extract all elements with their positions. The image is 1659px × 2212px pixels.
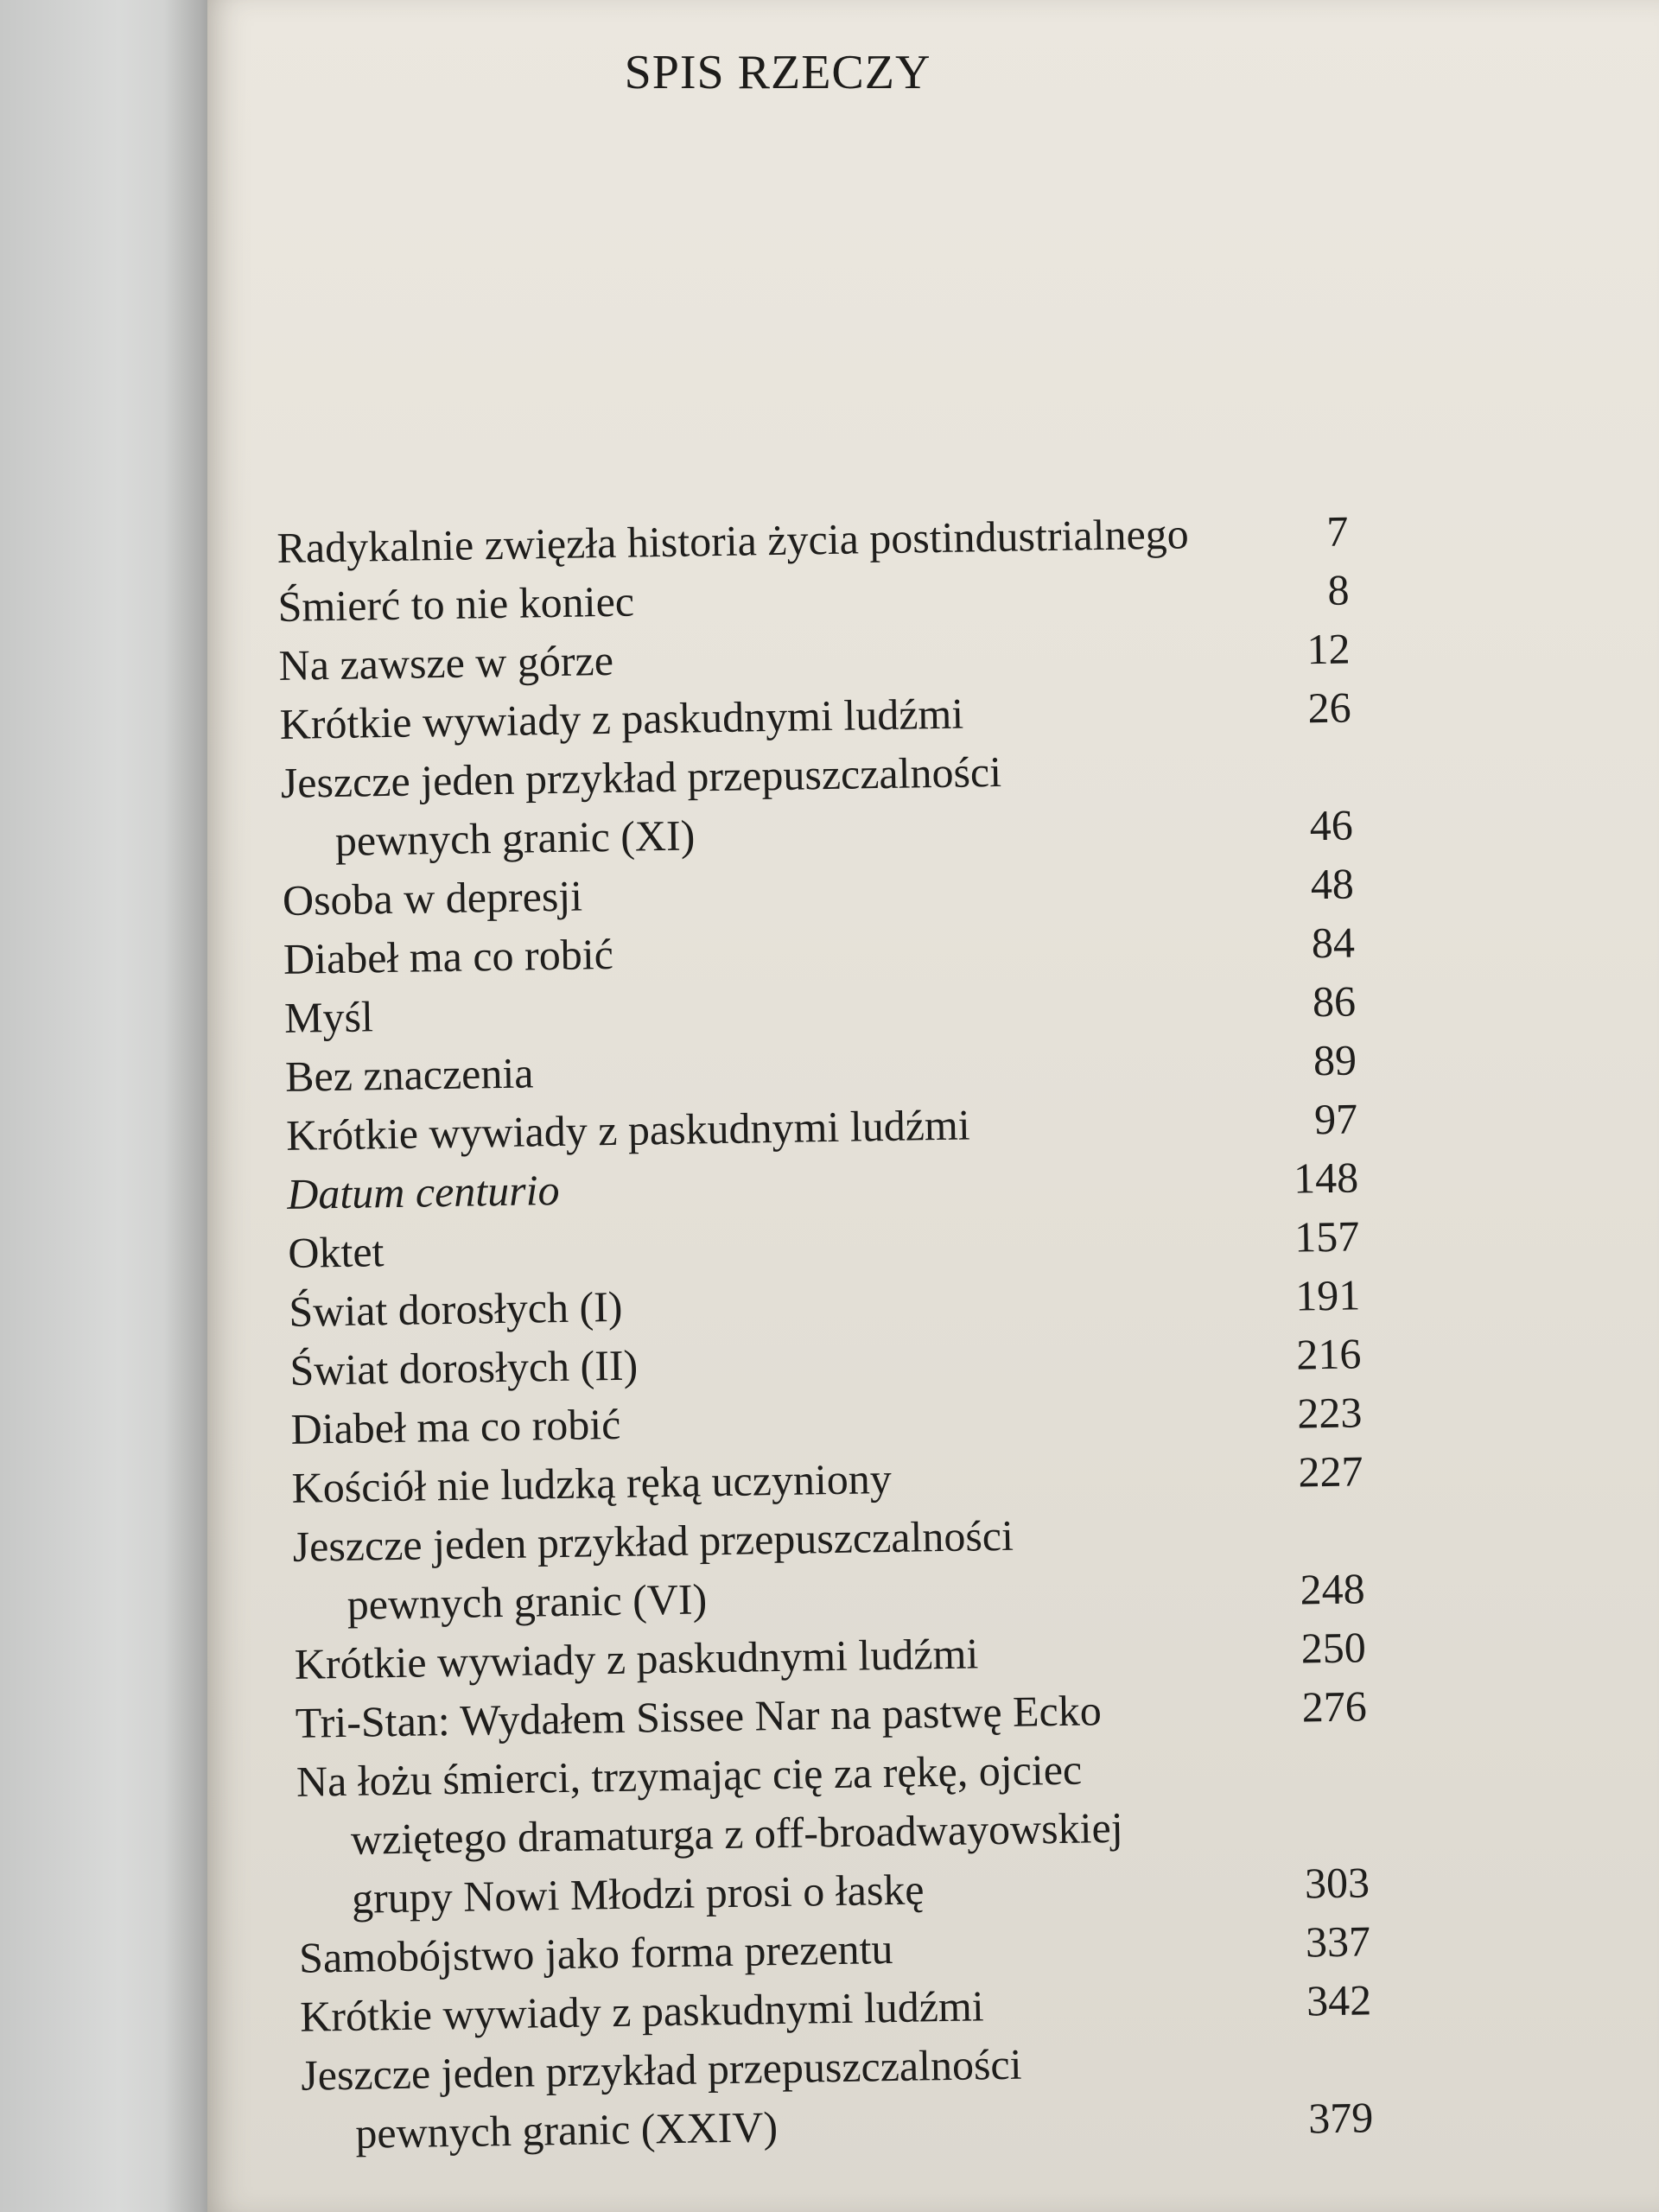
toc-entry-title-continuation: pewnych granic (XI): [334, 810, 696, 865]
toc-page-number: 216: [1295, 1329, 1362, 1379]
table-of-contents: [276, 499, 1547, 2163]
toc-page-number: 303: [1304, 1858, 1370, 1908]
toc-entry-title: Krótkie wywiady z paskudnymi ludźmi: [285, 1100, 971, 1160]
toc-entry-title: Tri-Stan: Wydałem Sissee Nar na pastwę Ecko: [295, 1686, 1103, 1747]
toc-entry-title: Osoba w depresji: [282, 871, 583, 925]
toc-entry-title: Diabeł ma co robić: [290, 1399, 621, 1453]
toc-entry-title-continuation: pewnych granic (VI): [346, 1574, 708, 1629]
toc-entry-title: Diabeł ma co robić: [283, 929, 614, 983]
toc-page-number: 379: [1307, 2093, 1374, 2143]
toc-page-number: 148: [1293, 1153, 1359, 1203]
toc-entry-title: Datum centurio: [286, 1165, 560, 1218]
toc-entry-title: Na zawsze w górze: [278, 635, 614, 690]
toc-page-number: 342: [1306, 1975, 1372, 2025]
toc-page-number: 337: [1305, 1916, 1371, 1967]
toc-page-number: 248: [1300, 1564, 1366, 1614]
toc-entry-title: Bez znaczenia: [284, 1048, 534, 1101]
toc-page-number: 26: [1307, 683, 1352, 733]
toc-entry-title-continuation: wziętego dramaturga z off-broadwayowskiej: [350, 1802, 1124, 1864]
toc-entry-title: Świat dorosłych (I): [288, 1281, 623, 1336]
toc-entry-title-continuation: pewnych granic (XXIV): [354, 2102, 779, 2158]
page-title: SPIS RZECZY: [624, 46, 931, 99]
toc-page-number: 223: [1296, 1388, 1363, 1438]
toc-page-number: 89: [1313, 1035, 1357, 1085]
toc-page-number: 48: [1310, 859, 1355, 909]
toc-page-number: 97: [1313, 1094, 1358, 1144]
toc-page-number: 7: [1325, 506, 1349, 556]
toc-entry-title: Kościół nie ludzką ręką uczyniony: [291, 1453, 893, 1512]
toc-page-number: 191: [1294, 1270, 1361, 1320]
toc-entry-title: Myśl: [283, 992, 374, 1042]
toc-entry-title: Na łożu śmierci, trzymając cię za rękę, ojciec: [296, 1745, 1083, 1806]
toc-entry-title: Jeszcze jeden przykład przepuszczalności: [292, 1510, 1014, 1571]
toc-page-number: 250: [1300, 1623, 1367, 1673]
toc-entry-title: Oktet: [287, 1227, 385, 1277]
toc-page-number: 157: [1294, 1211, 1360, 1262]
toc-page-number: 12: [1306, 624, 1351, 674]
toc-entry-title: Świat dorosłych (II): [289, 1340, 639, 1395]
toc-entry-title: Jeszcze jeden przykład przepuszczalności: [300, 2039, 1022, 2100]
toc-page-number: 8: [1327, 565, 1350, 614]
toc-entry-title-continuation: grupy Nowi Młodzi prosi o łaskę: [351, 1865, 925, 1923]
toc-entry-title: Krótkie wywiady z paskudnymi ludźmi: [279, 689, 964, 748]
toc-page-number: 46: [1309, 800, 1354, 850]
toc-page-number: 84: [1311, 918, 1356, 968]
toc-entry: [301, 2026, 1547, 2164]
toc-page-number: 227: [1298, 1446, 1363, 1497]
toc-page-number: 276: [1301, 1681, 1368, 1732]
toc-entry-title: Śmierć to nie koniec: [277, 576, 635, 631]
toc-entry: [296, 1732, 1542, 1929]
toc-page-number: 86: [1312, 976, 1357, 1027]
toc-entry-title: Radykalnie zwięzła historia życia postindustrialnego: [276, 509, 1190, 572]
toc-entry-title: Krótkie wywiady z paskudnymi ludźmi: [294, 1629, 979, 1688]
toc-entry: [280, 734, 1526, 871]
toc-entry: [292, 1497, 1538, 1635]
toc-entry-title: Samobójstwo jako forma prezentu: [298, 1924, 893, 1982]
book-page: [207, 0, 1659, 2212]
toc-entry-title: Krótkie wywiady z paskudnymi ludźmi: [299, 1981, 985, 2041]
toc-entry-title: Jeszcze jeden przykład przepuszczalności: [280, 747, 1002, 807]
